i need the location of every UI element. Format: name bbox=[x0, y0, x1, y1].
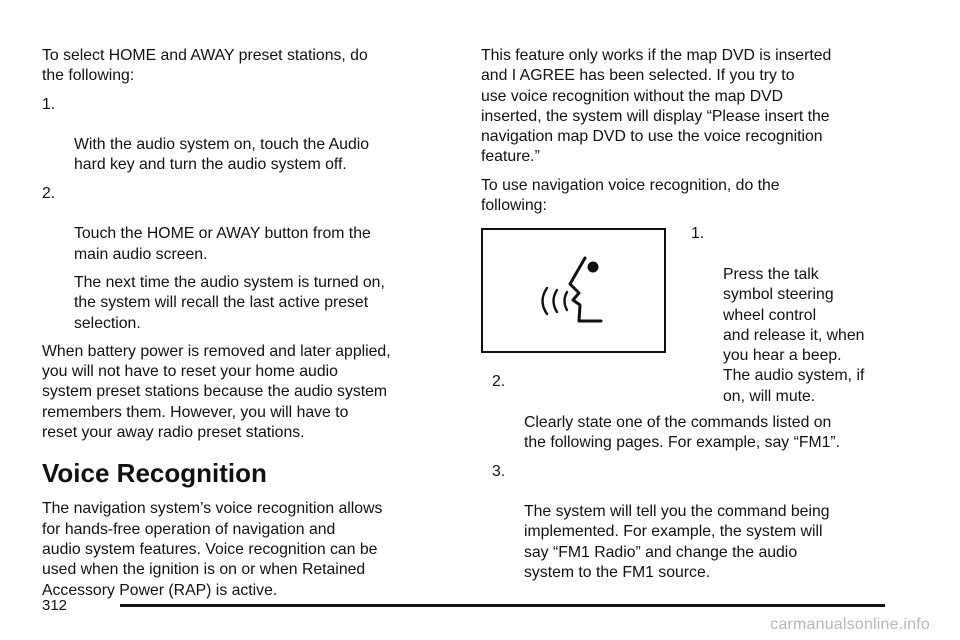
step-note: The next time the audio system is turned on, the system will recall the last active preset selection. bbox=[74, 273, 385, 332]
list-text: Press the talk symbol steering wheel control and release it, when you hear a beep. The audio system, if on, will mute. bbox=[723, 265, 865, 405]
list-number: 2. bbox=[492, 373, 506, 391]
list-item bbox=[42, 184, 452, 265]
footer-rule bbox=[120, 604, 885, 607]
list-text: The system will tell you the command being implemented. For example, the system will say “FM1 Radio” and change the audio system to the FM1 source. bbox=[524, 503, 830, 582]
watermark[interactable]: carmanualsonline.info bbox=[770, 616, 930, 633]
list-item bbox=[492, 372, 901, 453]
use-paragraph: To use navigation voice recognition, do the following: bbox=[481, 176, 780, 215]
list-text: Touch the HOME or AWAY button from the main audio screen. bbox=[74, 225, 371, 263]
dvd-paragraph: This feature only works if the map DVD is inserted and I AGREE has been selected. If you try to use voice recognition without the map DVD inserted, the system will display “Please insert the navigation map DVD to use the voice recognition feature.” bbox=[481, 47, 832, 166]
preset-intro: To select HOME and AWAY preset stations, do the following: bbox=[42, 47, 368, 85]
list-item bbox=[492, 462, 901, 584]
battery-paragraph: When battery power is removed and later applied, you will not have to reset your home audio system preset stations because the audio system remembers them. However, you will have to reset your away radio preset stations. bbox=[42, 342, 391, 442]
talk-symbol-icon bbox=[483, 230, 668, 355]
list-number: 3. bbox=[492, 462, 506, 480]
list-number: 1. bbox=[691, 225, 705, 243]
section-heading: Voice Recognition bbox=[42, 458, 267, 489]
list-item bbox=[42, 95, 452, 176]
talk-symbol-figure bbox=[481, 228, 666, 353]
list-number: 2. bbox=[42, 184, 56, 202]
talk-step-row bbox=[481, 224, 901, 405]
list-number: 1. bbox=[42, 95, 56, 113]
page-number: 312 bbox=[42, 597, 68, 614]
list-text: With the audio system on, touch the Audio hard key and turn the audio system off. bbox=[74, 136, 370, 174]
right-column bbox=[481, 46, 901, 591]
left-column bbox=[42, 46, 452, 609]
list-text: Clearly state one of the commands listed on the following pages. For example, say “FM1”. bbox=[524, 413, 841, 452]
voice-paragraph: The navigation system’s voice recognition allows for hands-free operation of navigation and audio system features. Voice recognition can be used when the ignition is on or when Retained Accessory Power (RAP) is active. bbox=[42, 500, 383, 599]
